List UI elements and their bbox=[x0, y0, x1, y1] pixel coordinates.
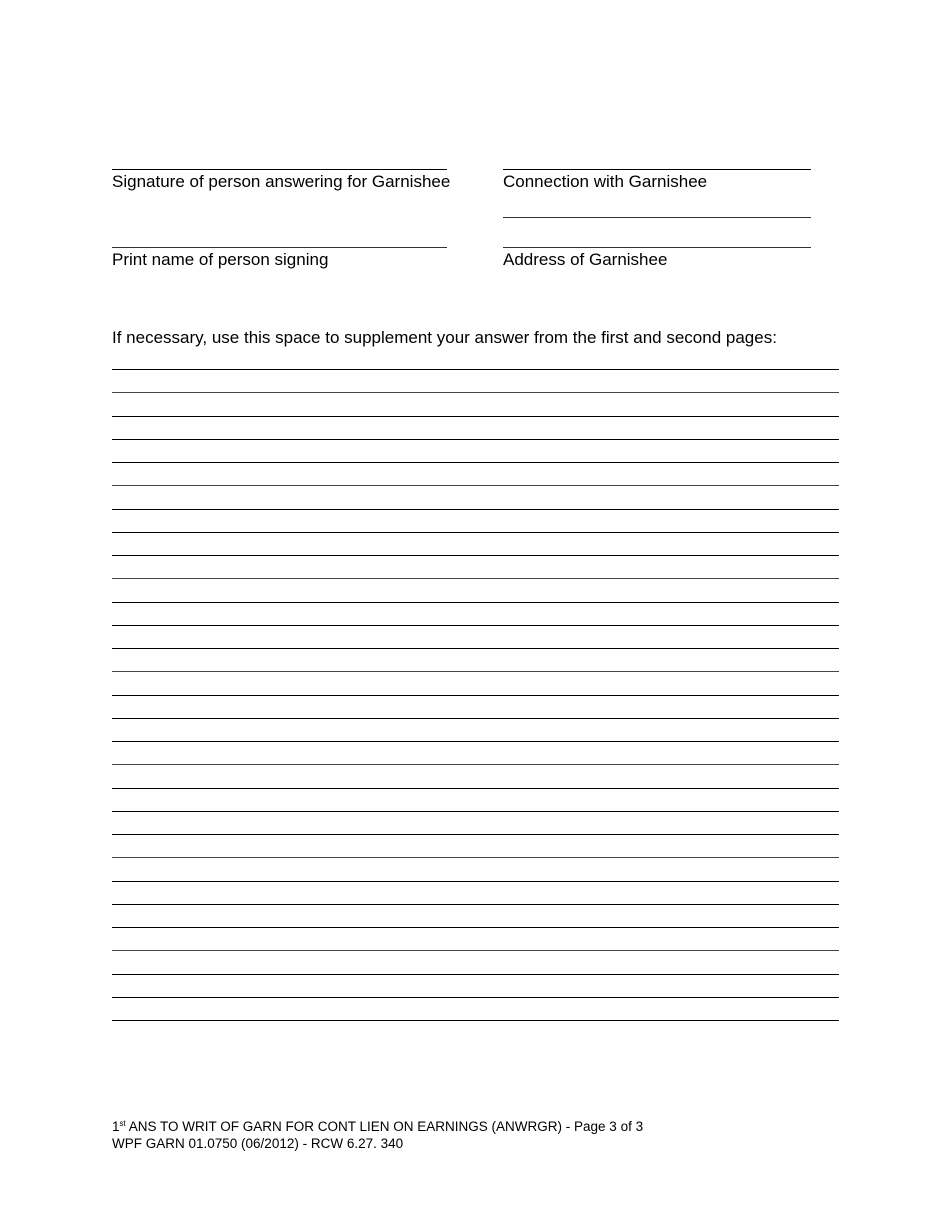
supplement-line-29[interactable] bbox=[112, 1020, 839, 1021]
footer-form-number: WPF GARN 01.0750 (06/2012) - RCW 6.27. 340 bbox=[112, 1136, 404, 1151]
print-name-label: Print name of person signing bbox=[112, 250, 329, 269]
supplement-line-2[interactable] bbox=[112, 392, 839, 393]
supplement-writing-area[interactable] bbox=[112, 0, 839, 1230]
supplement-line-3[interactable] bbox=[112, 416, 839, 417]
footer-title bbox=[112, 1119, 643, 1135]
supplement-line-11[interactable] bbox=[112, 602, 839, 603]
supplement-line-13[interactable] bbox=[112, 648, 839, 649]
address-label: Address of Garnishee bbox=[503, 250, 668, 269]
supplement-line-10[interactable] bbox=[112, 578, 839, 579]
supplement-line-17[interactable] bbox=[112, 741, 839, 742]
supplement-line-26[interactable] bbox=[112, 950, 839, 951]
supplement-line-24[interactable] bbox=[112, 904, 839, 905]
supplement-line-5[interactable] bbox=[112, 462, 839, 463]
supplement-line-15[interactable] bbox=[112, 695, 839, 696]
supplement-line-1[interactable] bbox=[112, 369, 839, 370]
footer-ordinal-suffix: st bbox=[119, 1119, 126, 1128]
supplement-line-28[interactable] bbox=[112, 997, 839, 998]
supplement-line-23[interactable] bbox=[112, 881, 839, 882]
footer-title-text: ANS TO WRIT OF GARN FOR CONT LIEN ON EARNINGS (ANWRGR) - Page 3 of 3 bbox=[125, 1119, 644, 1134]
supplement-line-9[interactable] bbox=[112, 555, 839, 556]
supplement-line-6[interactable] bbox=[112, 485, 839, 486]
supplement-line-7[interactable] bbox=[112, 509, 839, 510]
supplement-line-25[interactable] bbox=[112, 927, 839, 928]
supplement-instruction: If necessary, use this space to supplement your answer from the first and second pages: bbox=[112, 328, 777, 347]
supplement-line-8[interactable] bbox=[112, 532, 839, 533]
supplement-line-19[interactable] bbox=[112, 788, 839, 789]
supplement-line-4[interactable] bbox=[112, 439, 839, 440]
footer-ordinal-number: 1 bbox=[112, 1119, 120, 1134]
connection-label: Connection with Garnishee bbox=[503, 172, 708, 191]
supplement-line-27[interactable] bbox=[112, 974, 839, 975]
supplement-line-22[interactable] bbox=[112, 857, 839, 858]
supplement-line-14[interactable] bbox=[112, 671, 839, 672]
supplement-line-20[interactable] bbox=[112, 811, 839, 812]
supplement-line-12[interactable] bbox=[112, 625, 839, 626]
supplement-line-21[interactable] bbox=[112, 834, 839, 835]
supplement-line-16[interactable] bbox=[112, 718, 839, 719]
signature-label: Signature of person answering for Garnishee bbox=[112, 172, 451, 191]
supplement-line-18[interactable] bbox=[112, 764, 839, 765]
